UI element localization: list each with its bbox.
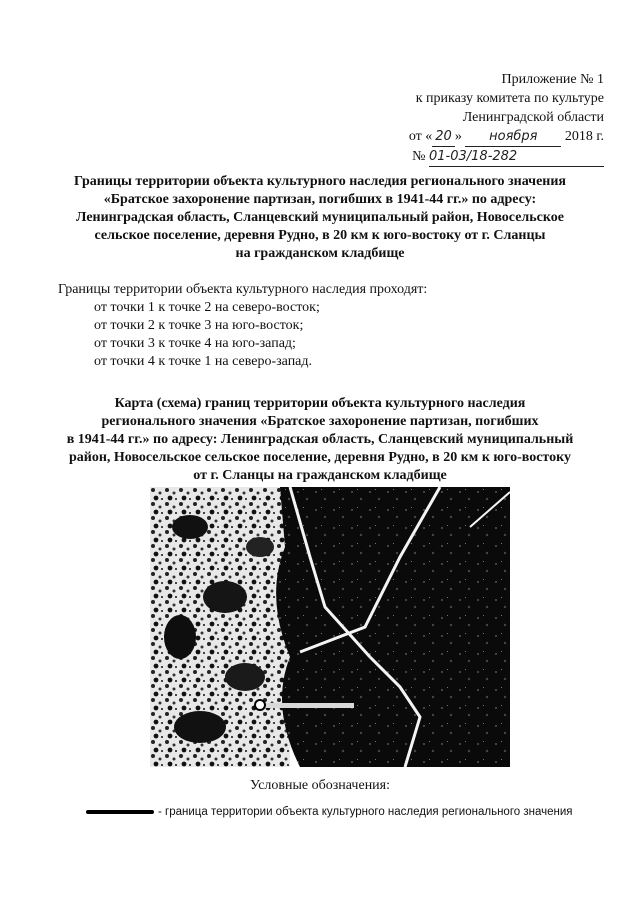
border-segment: от точки 1 к точке 2 на северо-восток;	[94, 300, 320, 315]
date-year: 2018 г.	[564, 129, 604, 144]
appendix-region: Ленинградской области	[462, 110, 604, 125]
border-segment: от точки 3 к точке 4 на юго-запад;	[94, 336, 296, 351]
number-prefix: №	[412, 149, 426, 164]
title-line: Границы территории объекта культурного наследия регионального значения	[73, 174, 566, 189]
date-month: ноября	[465, 127, 561, 147]
date-mid: »	[454, 129, 462, 144]
number-value: 01-03/18-282	[429, 147, 604, 167]
date-prefix: от «	[408, 129, 433, 144]
legend-title: Условные обозначения:	[249, 778, 391, 793]
legend-item-label: - граница территории объекта культурного наследия регионального значения	[158, 806, 573, 818]
appendix-order-ref: к приказу комитета по культуре	[415, 91, 604, 106]
title-line: Ленинградская область, Сланцевский муниципальный район, Новосельское	[76, 210, 564, 225]
title-line: район, Новосельское сельское поселение, деревня Рудно, в 20 км к юго-востоку	[69, 450, 571, 465]
document-title	[40, 173, 600, 263]
title-line: «Братское захоронение партизан, погибших в 1941-44 гг.» по адресу:	[103, 192, 537, 207]
legend-line-swatch	[86, 810, 154, 814]
borders-description	[58, 281, 427, 371]
order-number	[409, 147, 604, 167]
borders-intro: Границы территории объекта культурного наследия проходят:	[58, 282, 428, 297]
map-title	[40, 395, 600, 485]
legend-item	[86, 806, 573, 818]
border-segment: от точки 2 к точке 3 на юго-восток;	[94, 318, 304, 333]
map-image	[150, 487, 510, 767]
appendix-block	[409, 70, 604, 167]
title-line: в 1941-44 гг.» по адресу: Ленинградская область, Сланцевский муниципальный	[66, 432, 574, 447]
title-line: Карта (схема) границ территории объекта культурного наследия	[114, 396, 526, 411]
title-line: сельское поселение, деревня Рудно, в 20 км к юго-востоку от г. Сланцы	[94, 228, 546, 243]
title-line: регионального значения «Братское захоронение партизан, погибших	[101, 414, 539, 429]
border-segment: от точки 4 к точке 1 на северо-запад.	[94, 354, 313, 369]
title-line: на гражданском кладбище	[235, 246, 405, 261]
date-day: 20	[432, 127, 455, 147]
order-date	[409, 127, 604, 147]
title-line: от г. Сланцы на гражданском кладбище	[193, 468, 447, 483]
appendix-title: Приложение № 1	[501, 72, 604, 87]
